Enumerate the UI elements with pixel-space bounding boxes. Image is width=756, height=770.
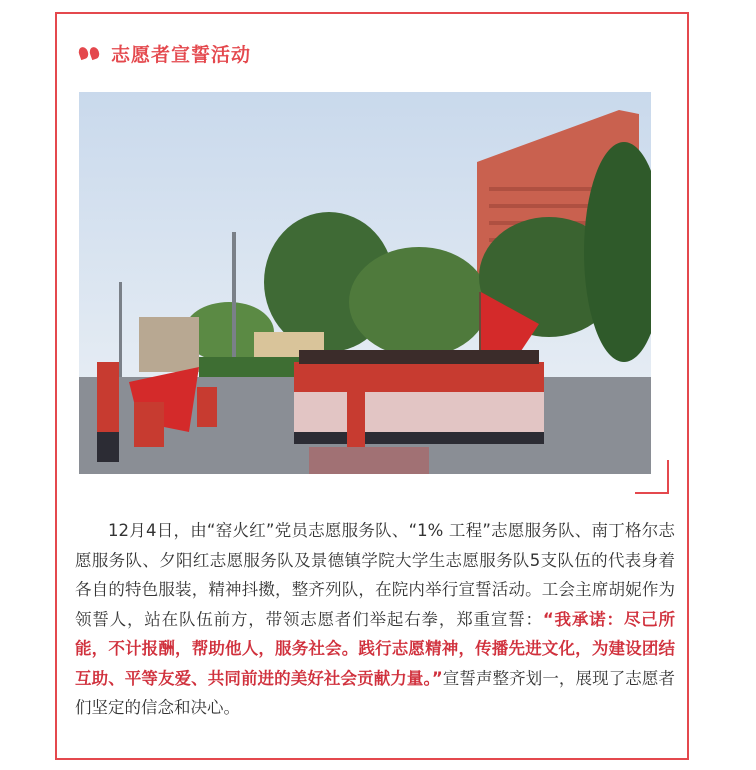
double-quote-icon: [79, 47, 99, 59]
decorative-corner: [635, 460, 669, 494]
article-text-part2: 宣誓声整齐划一，展现了志愿者们坚定的信念和决心。: [75, 668, 675, 717]
section-title: 志愿者宣誓活动: [111, 43, 252, 66]
article-body: [75, 516, 675, 723]
volunteer-oath-photo: [79, 92, 651, 474]
article-text-part1: 12月4日，由“窑火红”党员志愿服务队、“1% 工程”志愿服务队、南丁格尔志愿服务队、夕阳红志愿服务队及景德镇学院大学生志愿服务队5支队伍的代表身着各自的特色服装，精神抖擞，整齐列队，在院内举行宣誓活动。工会主席胡妮作为领誓人，站在队伍前方，带领志愿者们举起右拳，郑重宣誓：: [75, 521, 675, 629]
oath-quote: “我承诺：尽己所能，不计报酬，帮助他人，服务社会。践行志愿精神，传播先进文化，为建设团结互助、平等友爱、共同前进的美好社会贡献力量。”: [75, 609, 675, 688]
article-card: [55, 12, 689, 760]
article-paragraph: [75, 516, 675, 723]
section-header: [79, 38, 251, 68]
